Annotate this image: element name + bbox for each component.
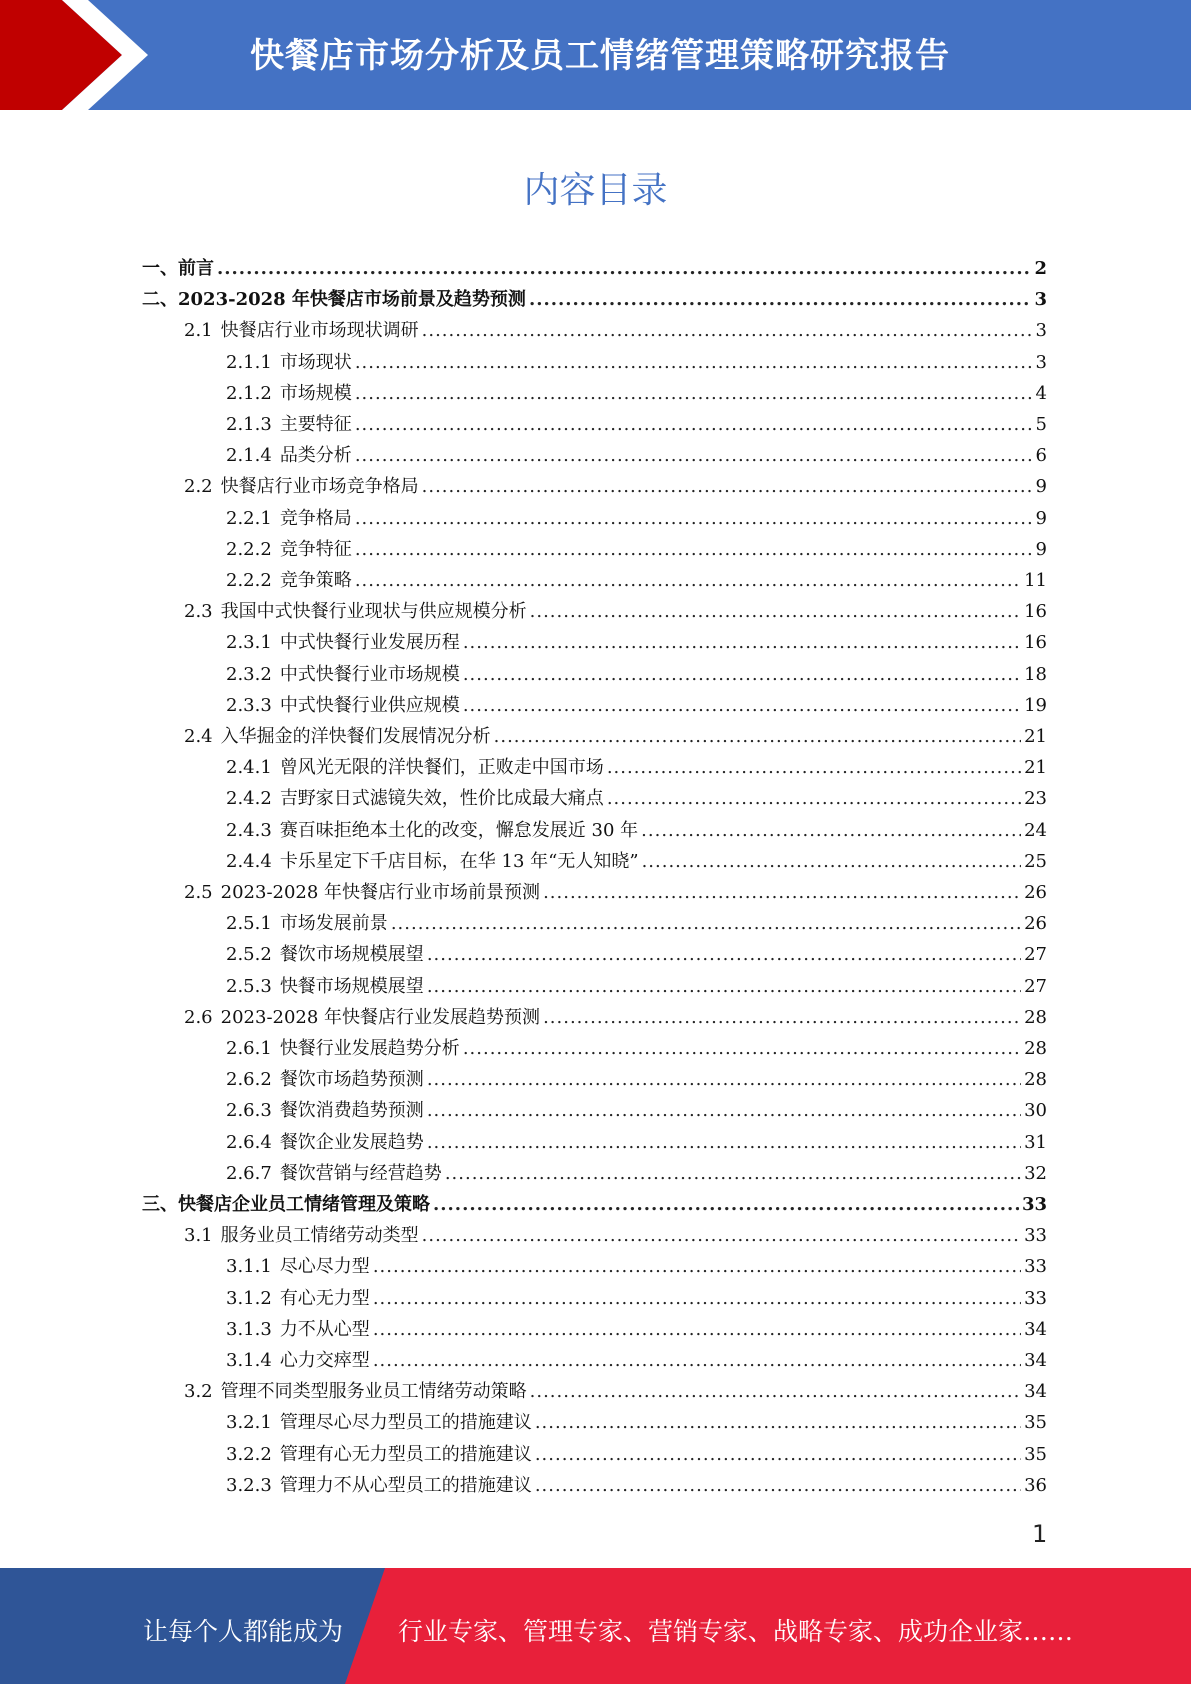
toc-entry-number: 2.2.2 <box>226 570 272 591</box>
toc-leader-dots <box>422 1225 1021 1246</box>
toc-entry[interactable] <box>184 1377 1047 1408</box>
toc-entry-title: 管理有心无力型员工的措施建议 <box>279 1443 532 1465</box>
toc-entry-number: 2.6 <box>184 1006 213 1028</box>
toc-entry-title: 服务业员工情绪劳动类型 <box>220 1225 419 1247</box>
toc-entry[interactable] <box>226 1065 1047 1096</box>
toc-entry-title: 主要特征 <box>279 414 352 435</box>
toc-entry-page: 26 <box>1024 882 1047 903</box>
toc-leader-dots <box>641 820 1021 841</box>
toc-leader-dots <box>607 757 1021 778</box>
toc-entry-title: 2023-2028 年快餐店市场前景及趋势预测 <box>178 289 526 311</box>
toc-entry-number: 2.1.3 <box>226 414 272 435</box>
toc-entry-page: 16 <box>1024 601 1047 623</box>
toc-entry-page: 34 <box>1024 1350 1047 1371</box>
toc-entry[interactable] <box>184 316 1047 347</box>
toc-leader-dots <box>529 289 1032 310</box>
toc-entry[interactable] <box>184 1003 1047 1034</box>
toc-entry-title: 入华掘金的洋快餐们发展情况分析 <box>220 726 491 747</box>
toc-entry-page: 28 <box>1024 1069 1047 1091</box>
toc-entry[interactable] <box>226 504 1047 535</box>
toc-leader-dots <box>355 352 1033 373</box>
toc-entry[interactable] <box>226 379 1047 410</box>
toc-leader-dots <box>445 1163 1021 1184</box>
toc-leader-dots <box>642 851 1022 872</box>
toc-entry-title: 前言 <box>178 258 214 279</box>
toc-entry-page: 33 <box>1024 1287 1047 1309</box>
toc-leader-dots <box>217 258 1031 279</box>
toc-entry-title: 市场现状 <box>279 351 352 373</box>
toc-entry-number: 2.2.1 <box>226 507 272 529</box>
toc-entry[interactable] <box>226 1159 1047 1190</box>
toc-entry[interactable] <box>226 1408 1047 1439</box>
toc-entry-page: 34 <box>1024 1318 1047 1340</box>
toc-entry-number: 2.6.4 <box>226 1131 272 1153</box>
toc-entry-page: 30 <box>1024 1100 1047 1122</box>
toc-entry[interactable] <box>226 535 1047 566</box>
toc-entry-page: 33 <box>1021 1194 1047 1215</box>
toc-entry-title: 管理力不从心型员工的措施建议 <box>279 1474 532 1496</box>
toc-entry-title: 品类分析 <box>279 445 352 467</box>
toc-entry-number: 2.6.7 <box>226 1162 272 1184</box>
toc-leader-dots <box>355 539 1033 560</box>
toc-entry-page: 9 <box>1035 507 1047 529</box>
toc-leader-dots <box>535 1412 1021 1433</box>
toc-entry-title: 快餐店企业员工情绪管理及策略 <box>178 1194 430 1215</box>
toc-entry-title: 餐饮市场趋势预测 <box>279 1069 424 1091</box>
toc-leader-dots <box>463 1038 1021 1059</box>
toc-entry[interactable] <box>226 348 1047 379</box>
toc-entry[interactable] <box>226 909 1047 940</box>
toc-entry[interactable] <box>184 1221 1047 1252</box>
toc-entry-page: 23 <box>1024 788 1047 810</box>
toc-entry[interactable] <box>142 1190 1047 1221</box>
toc-leader-dots <box>535 1444 1021 1465</box>
toc-entry-page: 11 <box>1024 570 1047 591</box>
toc-entry[interactable] <box>184 472 1047 503</box>
toc-entry-title: 吉野家日式滤镜失效，性价比成最大痛点 <box>279 788 604 810</box>
toc-entry-number: 一、 <box>142 258 178 279</box>
toc-entry-number: 2.5.1 <box>226 913 272 935</box>
footer-slogan-left: 让每个人都能成为 <box>143 1617 344 1646</box>
toc-entry-number: 2.3.1 <box>226 632 272 654</box>
toc-entry-number: 3.1.4 <box>226 1350 272 1371</box>
toc-entry-number: 2.4.2 <box>226 788 272 810</box>
toc-entry-page: 3 <box>1035 320 1047 342</box>
toc-leader-dots <box>422 320 1033 341</box>
toc-entry[interactable] <box>226 940 1047 971</box>
toc-leader-dots <box>373 1256 1021 1277</box>
toc-entry-page: 32 <box>1024 1162 1047 1184</box>
toc-entry[interactable] <box>142 254 1047 285</box>
toc-entry-title: 餐饮市场规模展望 <box>279 944 424 966</box>
toc-entry[interactable] <box>184 722 1047 753</box>
toc-entry-number: 3.2.2 <box>226 1443 272 1465</box>
toc-entry-page: 2 <box>1034 258 1047 279</box>
toc-entry-title: 有心无力型 <box>279 1287 370 1309</box>
toc-leader-dots <box>494 726 1021 747</box>
toc-entry-title: 中式快餐行业市场规模 <box>279 663 460 685</box>
toc-entry-page: 21 <box>1024 757 1047 779</box>
toc-entry[interactable] <box>226 660 1047 691</box>
toc-entry-page: 24 <box>1024 819 1047 841</box>
toc-leader-dots <box>433 1194 1019 1215</box>
toc-entry-title: 力不从心型 <box>279 1318 370 1340</box>
toc-entry-title: 心力交瘁型 <box>279 1350 370 1371</box>
toc-entry-page: 33 <box>1024 1225 1047 1247</box>
toc-entry-page: 34 <box>1024 1381 1047 1403</box>
toc-leader-dots <box>355 383 1033 404</box>
toc-entry-page: 28 <box>1024 1006 1047 1028</box>
toc-entry[interactable] <box>226 1315 1047 1346</box>
toc-entry-page: 16 <box>1024 632 1047 654</box>
page-footer <box>0 1568 1191 1684</box>
toc-entry-number: 2.2.2 <box>226 538 272 560</box>
toc-entry-title: 赛百味拒绝本土化的改变，懈怠发展近 30 年 <box>279 819 639 841</box>
toc-entry-page: 31 <box>1024 1131 1047 1153</box>
toc-entry[interactable] <box>226 566 1047 597</box>
toc-entry[interactable] <box>226 1252 1047 1283</box>
toc-entry-title: 中式快餐行业供应规模 <box>279 694 460 716</box>
footer-slogan-right: 行业专家、管理专家、营销专家、战略专家、成功企业家…… <box>398 1617 1074 1646</box>
toc-entry-number: 2.4.3 <box>226 819 272 841</box>
toc-entry-number: 3.1.2 <box>226 1287 272 1309</box>
toc-entry-page: 4 <box>1035 382 1047 404</box>
toc-leader-dots <box>463 664 1021 685</box>
toc-entry-number: 2.3.2 <box>226 663 272 685</box>
toc-entry[interactable] <box>226 1034 1047 1065</box>
toc-entry-number: 二、 <box>142 289 178 311</box>
toc-entry-number: 2.5 <box>184 882 213 903</box>
toc-entry-title: 餐饮营销与经营趋势 <box>279 1162 442 1184</box>
toc-entry-title: 卡乐星定下千店目标，在华 13 年“无人知晓” <box>279 850 639 872</box>
toc-entry-title: 曾风光无限的洋快餐们，正败走中国市场 <box>279 757 604 779</box>
toc-entry-title: 市场发展前景 <box>279 913 388 935</box>
toc-entry-page: 6 <box>1035 445 1047 467</box>
toc-leader-dots <box>607 788 1021 809</box>
toc-entry-title: 我国中式快餐行业现状与供应规模分析 <box>220 601 527 623</box>
toc-entry-page: 27 <box>1024 975 1047 997</box>
toc-entry[interactable] <box>226 1096 1047 1127</box>
toc-leader-dots <box>427 1132 1021 1153</box>
toc-entry-number: 2.1.2 <box>226 382 272 404</box>
toc-entry[interactable] <box>226 1284 1047 1315</box>
toc-entry[interactable] <box>226 691 1047 722</box>
toc-entry-title: 快餐店行业市场现状调研 <box>220 320 419 342</box>
toc-entry-number: 3.1.3 <box>226 1318 272 1340</box>
toc-entry[interactable] <box>226 847 1047 878</box>
toc-leader-dots <box>355 445 1033 466</box>
toc-leader-dots <box>373 1288 1021 1309</box>
toc-entry[interactable] <box>226 628 1047 659</box>
toc-entry-number: 2.6.2 <box>226 1069 272 1091</box>
toc-entry-number: 2.6.1 <box>226 1038 272 1059</box>
toc-leader-dots <box>355 508 1033 529</box>
toc-entry-page: 33 <box>1024 1256 1047 1278</box>
toc-entry-page: 35 <box>1024 1443 1047 1465</box>
toc-entry-title: 管理尽心尽力型员工的措施建议 <box>279 1412 532 1434</box>
toc-entry-title: 快餐市场规模展望 <box>279 975 424 997</box>
toc-entry-number: 3.2.1 <box>226 1412 272 1434</box>
toc-entry-page: 3 <box>1034 289 1047 311</box>
toc-entry-page: 28 <box>1024 1038 1047 1059</box>
toc-entry-number: 2.4 <box>184 726 213 747</box>
toc-entry-title: 尽心尽力型 <box>279 1256 370 1278</box>
toc-leader-dots <box>427 1100 1021 1121</box>
toc-entry-number: 2.2 <box>184 476 213 498</box>
toc-entry-page: 21 <box>1024 726 1047 747</box>
toc-leader-dots <box>427 976 1021 997</box>
toc-entry[interactable] <box>226 753 1047 784</box>
toc-entry-number: 三、 <box>142 1194 178 1215</box>
toc-entry-page: 9 <box>1035 538 1047 560</box>
toc-entry-title: 市场规模 <box>279 382 352 404</box>
toc-entry-title: 中式快餐行业发展历程 <box>279 632 460 654</box>
toc-entry-number: 2.6.3 <box>226 1100 272 1122</box>
toc-entry[interactable] <box>226 1128 1047 1159</box>
toc-entry-page: 18 <box>1024 663 1047 685</box>
toc-leader-dots <box>373 1350 1021 1371</box>
toc-entry-page: 5 <box>1035 414 1047 435</box>
toc-leader-dots <box>530 601 1021 622</box>
toc-leader-dots <box>535 1475 1021 1496</box>
toc-entry-number: 3.1.1 <box>226 1256 272 1278</box>
toc-entry-title: 竞争策略 <box>279 570 352 591</box>
toc-leader-dots <box>422 476 1033 497</box>
toc-entry-title: 2023-2028 年快餐店行业市场前景预测 <box>220 882 541 903</box>
toc-entry-number: 3.2.3 <box>226 1474 272 1496</box>
toc-entry-page: 19 <box>1024 694 1047 716</box>
toc-leader-dots <box>530 1381 1021 1402</box>
toc-entry[interactable] <box>226 972 1047 1003</box>
toc-entry[interactable] <box>226 410 1047 441</box>
toc-entry[interactable] <box>226 816 1047 847</box>
toc-entry-page: 36 <box>1024 1474 1047 1496</box>
toc-leader-dots <box>427 944 1021 965</box>
page-number: 1 <box>1032 1520 1048 1548</box>
toc-entry-page: 27 <box>1024 944 1047 966</box>
toc-entry-number: 2.3 <box>184 601 213 623</box>
page-header <box>0 0 1191 110</box>
toc-entry-number: 2.1.1 <box>226 351 272 373</box>
toc-entry-page: 25 <box>1024 850 1047 872</box>
toc-entry[interactable] <box>226 441 1047 472</box>
toc-entry-title: 竞争特征 <box>279 538 352 560</box>
toc-leader-dots <box>463 695 1021 716</box>
toc-entry[interactable] <box>226 1346 1047 1377</box>
toc-entry-title: 快餐行业发展趋势分析 <box>279 1038 460 1059</box>
toc-entry-title: 管理不同类型服务业员工情绪劳动策略 <box>220 1381 527 1403</box>
toc-leader-dots <box>463 632 1021 653</box>
toc-entry[interactable] <box>226 1471 1047 1502</box>
toc-entry-number: 3.1 <box>184 1225 213 1247</box>
toc-title: 内容目录 <box>523 170 668 211</box>
toc-entry-page: 3 <box>1035 351 1047 373</box>
toc-entry[interactable] <box>184 878 1047 909</box>
toc-leader-dots <box>355 570 1021 591</box>
toc-leader-dots <box>427 1069 1021 1090</box>
toc-entry-page: 9 <box>1035 476 1047 498</box>
report-title: 快餐店市场分析及员工情绪管理策略研究报告 <box>250 36 950 76</box>
toc-entry-number: 2.4.4 <box>226 850 272 872</box>
toc-entry-title: 竞争格局 <box>279 507 352 529</box>
toc-entry-page: 26 <box>1024 913 1047 935</box>
toc-entry[interactable] <box>226 784 1047 815</box>
toc-entry-number: 2.4.1 <box>226 757 272 779</box>
toc-entry[interactable] <box>226 1440 1047 1471</box>
toc-entry-number: 2.1.4 <box>226 445 272 467</box>
toc-entry-number: 2.5.2 <box>226 944 272 966</box>
toc-leader-dots <box>543 882 1021 903</box>
toc-entry[interactable] <box>142 285 1047 316</box>
toc-leader-dots <box>373 1319 1021 1340</box>
toc-leader-dots <box>543 1007 1021 1028</box>
toc-entry-number: 3.2 <box>184 1381 213 1403</box>
toc-leader-dots <box>355 414 1033 435</box>
toc-leader-dots <box>391 913 1021 934</box>
toc-entry-number: 2.5.3 <box>226 975 272 997</box>
toc-entry-title: 餐饮消费趋势预测 <box>279 1100 424 1122</box>
toc-entry-number: 2.3.3 <box>226 694 272 716</box>
toc-entry-title: 餐饮企业发展趋势 <box>279 1131 424 1153</box>
toc-entry-page: 35 <box>1024 1412 1047 1434</box>
toc-entry-title: 2023-2028 年快餐店行业发展趋势预测 <box>220 1006 541 1028</box>
toc-entry[interactable] <box>184 597 1047 628</box>
toc-entry-number: 2.1 <box>184 320 213 342</box>
toc-entry-title: 快餐店行业市场竞争格局 <box>220 476 419 498</box>
